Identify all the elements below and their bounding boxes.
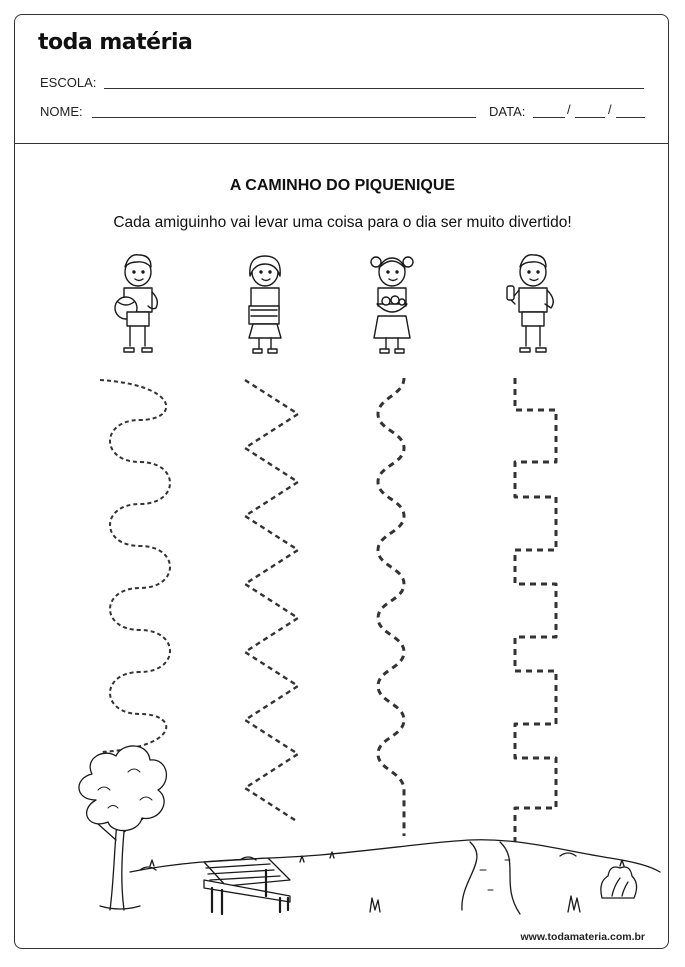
brand-logo: toda matéria <box>38 30 193 55</box>
worksheet-instruction: Cada amiguinho vai levar uma coisa para o dia ser muito divertido! <box>113 214 572 231</box>
footpath <box>462 842 520 914</box>
date-separator-1: / <box>567 102 571 117</box>
date-label: DATA: <box>489 104 526 119</box>
zigzag-tracing-path <box>245 380 298 822</box>
footer-url[interactable]: www.todamateria.com.br <box>520 931 645 943</box>
grass-tuft <box>568 896 580 912</box>
square-wave-tracing-path <box>515 378 556 842</box>
name-label: NOME: <box>40 104 83 119</box>
girl-with-fruit-basket-icon <box>371 257 413 353</box>
wave-tracing-path <box>100 380 170 752</box>
worksheet-title: A CAMINHO DO PIQUENIQUE <box>229 177 456 194</box>
bench-icon <box>204 858 290 914</box>
bush-icon <box>601 867 637 898</box>
boy-with-bottle-icon <box>507 255 553 352</box>
school-label: ESCOLA: <box>40 75 97 90</box>
boy-with-ball-icon <box>115 255 157 352</box>
grass-tuft <box>370 898 380 912</box>
curvy-tracing-path <box>378 378 404 836</box>
girl-with-towel-icon <box>249 256 281 353</box>
tree-icon <box>79 746 166 910</box>
date-separator-2: / <box>608 102 612 117</box>
